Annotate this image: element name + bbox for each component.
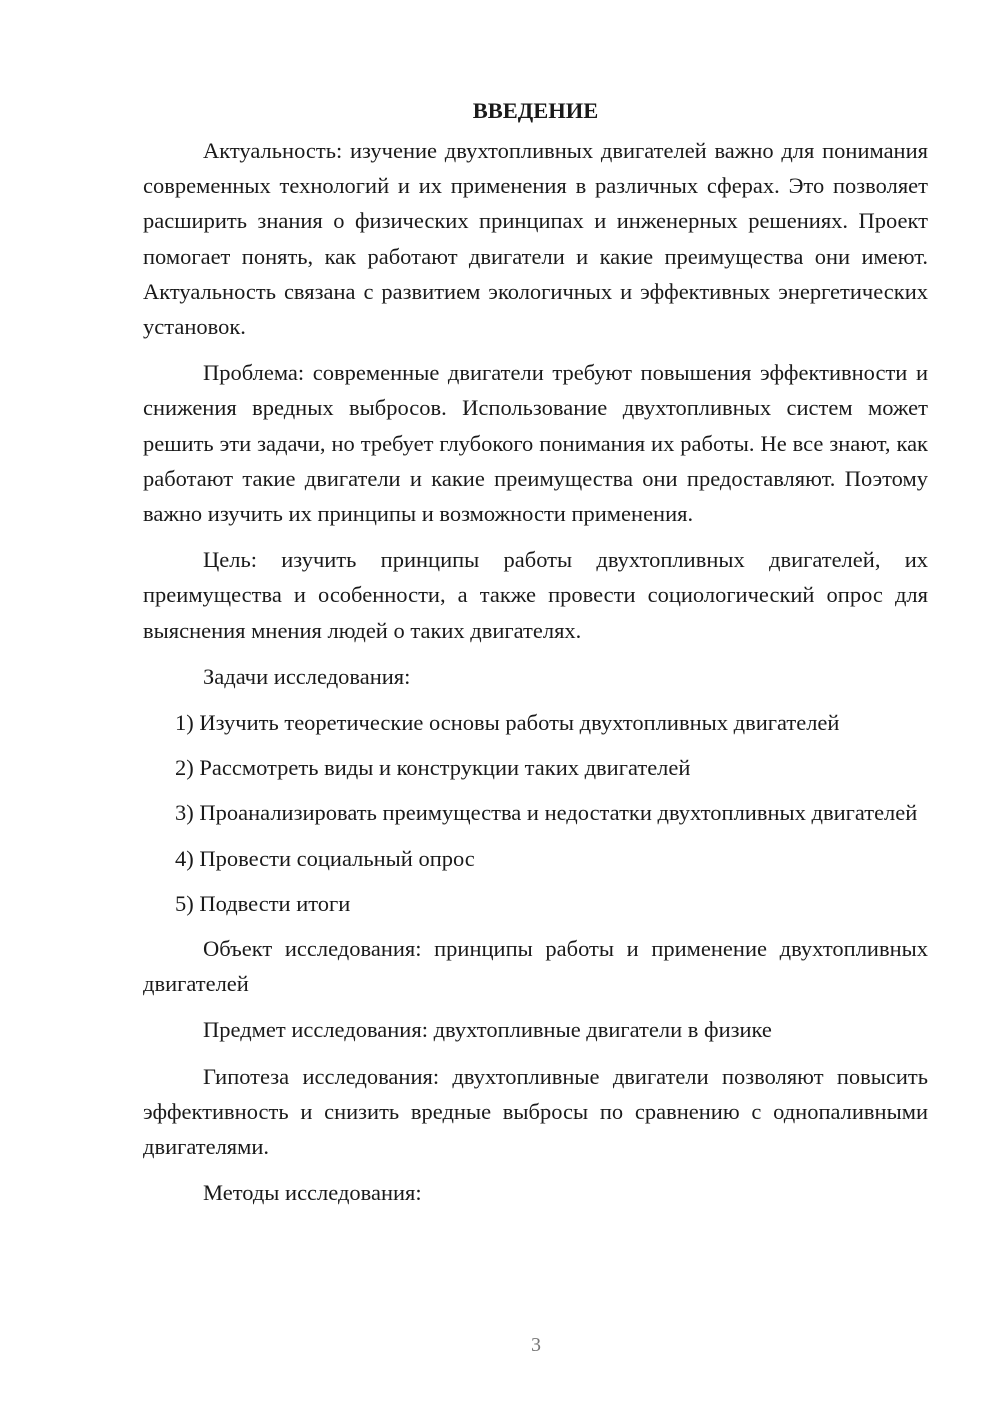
section-title: ВВЕДЕНИЕ — [472, 98, 599, 123]
task-item-4: 4) Провести социальный опрос — [175, 845, 475, 871]
tasks-heading: Задачи исследования: — [203, 663, 411, 689]
task-item-5: 5) Подвести итоги — [175, 890, 351, 916]
relevance-paragraph: Актуальность: изучение двухтопливных двигателей важно для понимания современных технологий и их применения в различных сферах. Это позволяет расширить знания о физических принципах и инженерных решениях. Проект помогает понять, как работают двигатели и какие преимущества они имеют. Актуальность связана с развитием экологичных и эффективных энергетических установок. — [143, 138, 928, 340]
goal-paragraph: Цель: изучить принципы работы двухтопливных двигателей, их преимущества и особенности, а также провести социологический опрос для выяснения мнения людей о таких двигателях. — [143, 547, 928, 643]
task-item-1: 1) Изучить теоретические основы работы двухтопливных двигателей — [175, 710, 840, 736]
methods-heading: Методы исследования: — [203, 1180, 422, 1206]
object-paragraph: Объект исследования: принципы работы и применение двухтопливных двигателей — [143, 936, 928, 997]
hypothesis-paragraph: Гипотеза исследования: двухтопливные двигатели позволяют повысить эффективность и снизить вредные выбросы по сравнению с однопаливными двигателями. — [143, 1063, 928, 1160]
page-number: 3 — [531, 1334, 541, 1356]
task-item-2: 2) Рассмотреть виды и конструкции таких двигателей — [175, 755, 691, 781]
document-page — [143, 96, 928, 1221]
problem-paragraph: Проблема: современные двигатели требуют повышения эффективности и снижения вредных выбросов. Использование двухтопливных систем может решить эти задачи, но требует глубокого понимания их работы. Не все знают, как работают такие двигатели и какие преимущества они предоставляют. Поэтому важно изучить их принципы и возможности применения. — [143, 360, 928, 527]
task-item-3: 3) Проанализировать преимущества и недостатки двухтопливных двигателей — [175, 800, 918, 826]
subject-paragraph: Предмет исследования: двухтопливные двигатели в физике — [203, 1017, 772, 1043]
